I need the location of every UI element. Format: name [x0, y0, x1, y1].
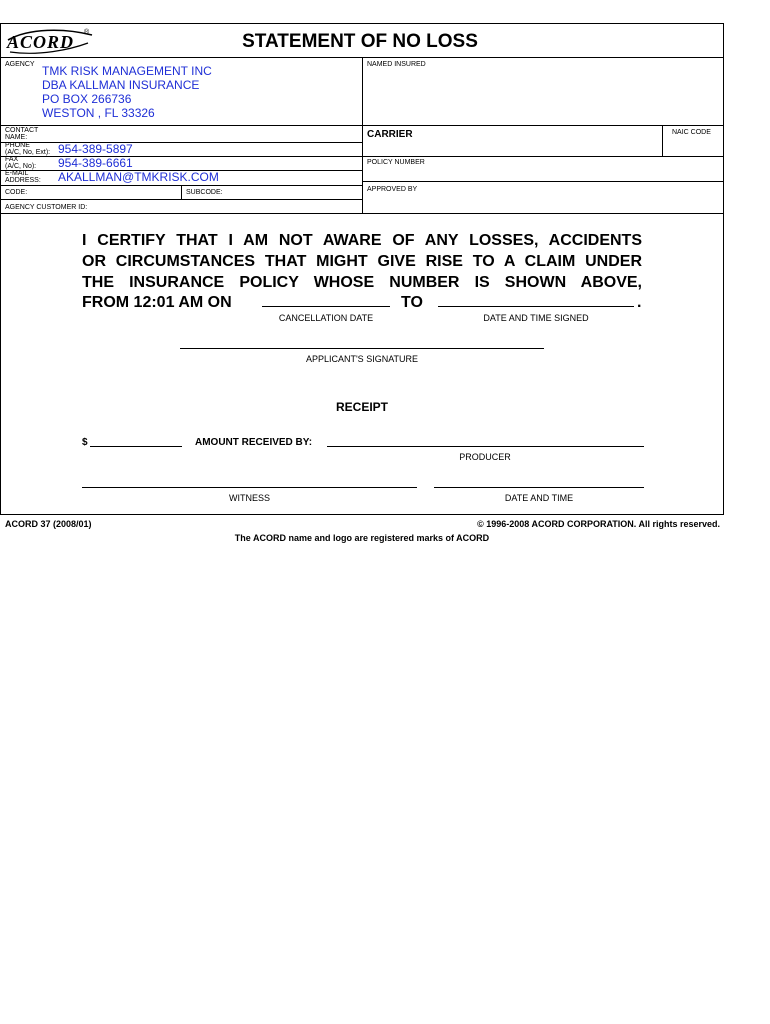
producer-label: PRODUCER: [459, 452, 511, 462]
agency-line-4: WESTON , FL 33326: [42, 106, 155, 120]
fax-field[interactable]: 954-389-6661: [58, 156, 133, 170]
certification-line-3: THE INSURANCE POLICY WHOSE NUMBER IS SHOWN ABOVE,: [82, 274, 642, 291]
certification-line-4-end: .: [637, 294, 642, 311]
agency-label: AGENCY: [5, 61, 35, 68]
contact-name-label-line2: NAME:: [5, 134, 28, 141]
carrier-field[interactable]: [363, 140, 661, 155]
code-label: CODE:: [5, 189, 28, 196]
naic-code-label: NAIC CODE: [672, 129, 711, 136]
amount-field[interactable]: [90, 434, 182, 446]
contact-name-field[interactable]: [55, 126, 360, 141]
policy-number-field[interactable]: [363, 167, 723, 180]
email-label-line1: E-MAIL: [5, 170, 29, 177]
applicant-signature-label: APPLICANT'S SIGNATURE: [305, 354, 419, 364]
form-title: STATEMENT OF NO LOSS: [242, 31, 478, 52]
applicant-signature-field[interactable]: [180, 330, 544, 348]
contact-name-label: [5, 127, 38, 141]
receipt-title: RECEIPT: [335, 400, 388, 414]
receipt-date-time-label: DATE AND TIME: [504, 493, 574, 503]
applicant-signature-line: [180, 348, 544, 349]
acord-logo-text: ACORD: [7, 32, 75, 52]
rule: [362, 125, 724, 126]
phone-label-line1: PHONE: [5, 142, 30, 149]
agency-name-field[interactable]: [42, 64, 352, 120]
certification-line-1: I CERTIFY THAT I AM NOT AWARE OF ANY LOSSES, ACCIDENTS: [82, 232, 642, 249]
subcode-field[interactable]: [228, 186, 358, 198]
phone-label: [5, 142, 50, 156]
date-time-signed-line: [438, 306, 634, 307]
agency-line-1: TMK RISK MANAGEMENT INC: [42, 64, 212, 78]
rule: [0, 156, 362, 157]
date-time-signed-label: DATE AND TIME SIGNED: [483, 313, 589, 323]
certification-line-2: OR CIRCUMSTANCES THAT MIGHT GIVE RISE TO A CLAIM UNDER: [82, 253, 642, 270]
phone-label-line2: (A/C, No, Ext):: [5, 149, 51, 156]
cancellation-date-field[interactable]: [262, 292, 390, 306]
contact-name-label-line1: CONTACT: [5, 127, 39, 134]
code-field[interactable]: [30, 186, 178, 198]
receipt-date-time-field[interactable]: [434, 472, 644, 487]
rule: [362, 156, 724, 157]
email-field[interactable]: AKALLMAN@TMKRISK.COM: [58, 170, 219, 184]
agency-line-2: DBA KALLMAN INSURANCE: [42, 78, 200, 92]
rule: [181, 185, 182, 199]
carrier-label: CARRIER: [367, 129, 413, 140]
fax-label: [5, 156, 36, 170]
agency-customer-id-label: AGENCY CUSTOMER ID:: [5, 204, 88, 211]
phone-field[interactable]: 954-389-5897: [58, 142, 133, 156]
cancellation-date-line: [262, 306, 390, 307]
approved-by-label: APPROVED BY: [367, 186, 418, 193]
agency-customer-id-field[interactable]: [95, 200, 360, 213]
email-label-line2: ADDRESS:: [5, 177, 41, 184]
certification-line-4-to: TO: [401, 294, 423, 311]
witness-field[interactable]: [82, 472, 417, 487]
witness-line: [82, 487, 417, 488]
registered-mark: ®: [84, 29, 90, 36]
trademark-notice: The ACORD name and logo are registered marks of ACORD: [234, 533, 490, 543]
witness-label: WITNESS: [228, 493, 270, 503]
producer-line: [327, 446, 644, 447]
named-insured-label: NAMED INSURED: [367, 61, 426, 68]
receipt-date-time-line: [434, 487, 644, 488]
named-insured-field[interactable]: [363, 70, 723, 124]
subcode-label: SUBCODE:: [186, 189, 223, 196]
certification-statement: [82, 230, 642, 293]
certification-line-4-prefix: FROM 12:01 AM ON: [82, 294, 232, 311]
form-number: ACORD 37 (2008/01): [5, 519, 92, 529]
fax-label-line1: FAX: [5, 156, 19, 163]
email-label: [5, 170, 41, 184]
acord-logo: [4, 26, 99, 56]
cancellation-date-label: CANCELLATION DATE: [278, 313, 374, 323]
approved-by-field[interactable]: [363, 195, 723, 213]
rule: [362, 181, 724, 182]
copyright: © 1996-2008 ACORD CORPORATION. All rights reserved.: [477, 519, 720, 529]
amount-received-label: AMOUNT RECEIVED BY:: [195, 437, 313, 448]
date-time-signed-field[interactable]: [438, 292, 634, 306]
policy-number-label: POLICY NUMBER: [367, 159, 425, 166]
fax-label-line2: (A/C, No):: [5, 163, 37, 170]
rule: [0, 142, 362, 143]
amount-line: [90, 446, 182, 447]
naic-code-field[interactable]: [663, 138, 723, 155]
agency-line-3: PO BOX 266736: [42, 92, 132, 106]
dollar-sign: $: [82, 437, 88, 448]
producer-field[interactable]: [327, 434, 644, 446]
